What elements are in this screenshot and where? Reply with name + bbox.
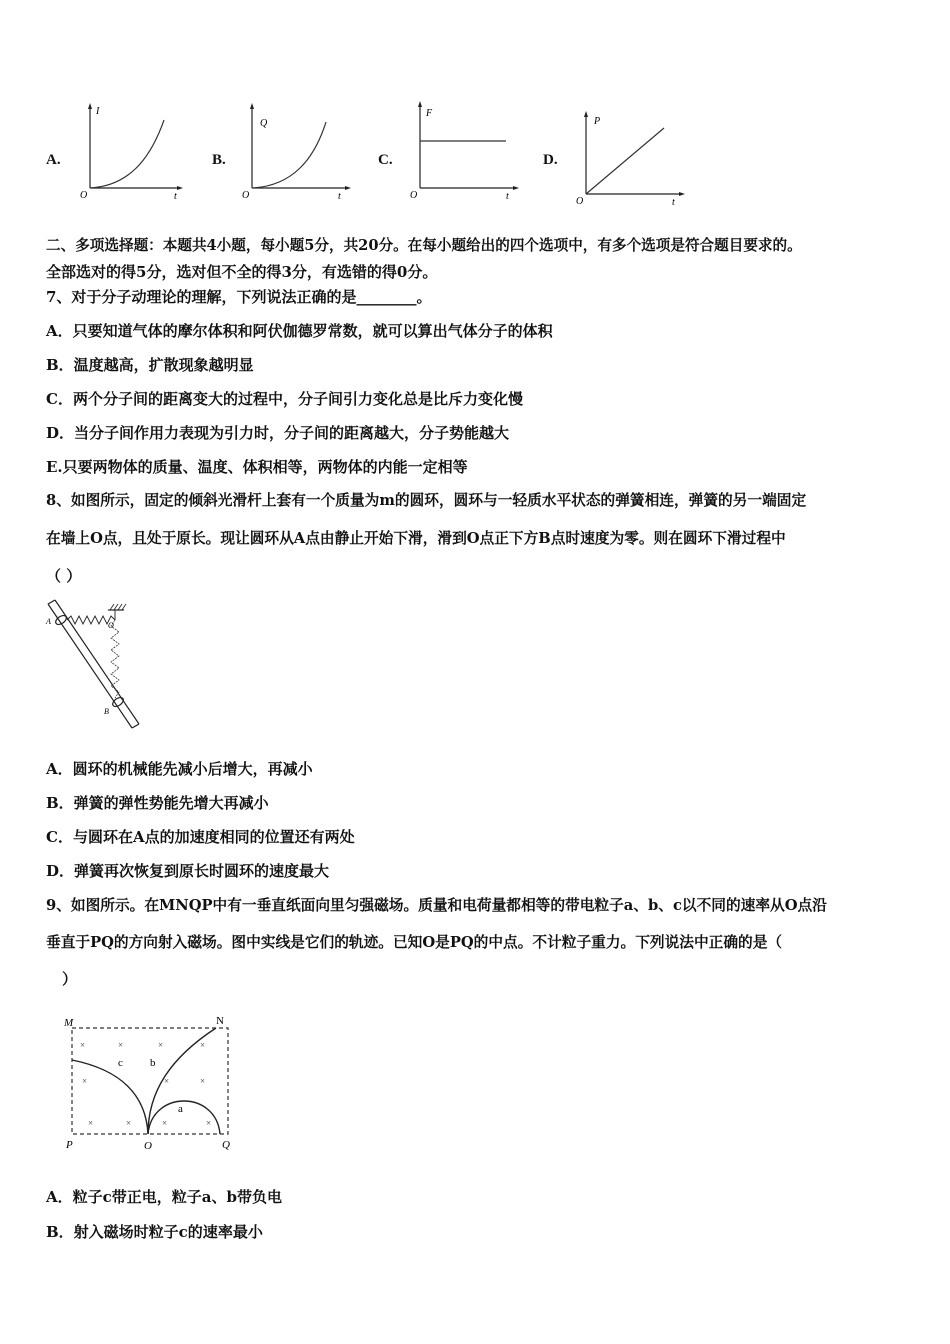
q9-figure (60, 1008, 240, 1153)
q9-label-c: c (118, 1057, 123, 1069)
q8-stem-line1: 8、如图所示，固定的倾斜光滑杆上套有一个质量为m的圆环，圆环与一轻质水平状态的弹簧相连，弹簧的另一端固定 (46, 492, 807, 509)
q8-figure (40, 598, 150, 738)
q8-option-b: B．弹簧的弹性势能先增大再减小 (46, 794, 269, 812)
field-cross-mark: × (80, 1040, 86, 1050)
graph-b-letter: B. (212, 152, 226, 168)
q7-option-e: E.只要两物体的质量、温度、体积相等，两物体的内能一定相等 (46, 458, 468, 476)
q9-label-q: Q (222, 1139, 230, 1151)
graph-a-ylabel: I (96, 106, 100, 117)
q8-stem-line3: （ ） (46, 567, 82, 585)
graph-d-ylabel: P (594, 116, 601, 127)
graph-a (78, 100, 188, 200)
q7-option-a: A．只要知道气体的摩尔体积和阿伏伽德罗常数，就可以算出气体分子的体积 (46, 322, 553, 340)
field-cross-mark: × (118, 1040, 124, 1050)
q7-stem: 7、对于分子动理论的理解，下列说法正确的是________。 (46, 288, 432, 306)
graph-c-xlabel: t (506, 191, 509, 200)
graph-b-xlabel: t (338, 191, 341, 200)
q9-stem-line1: 9、如图所示。在MNQP中有一垂直纸面向里匀强磁场。质量和电荷量都相等的带电粒子a、b、c以不同的速率从O点沿 (46, 897, 827, 914)
field-cross-mark: × (82, 1076, 88, 1086)
q8-option-c: C．与圆环在A点的加速度相同的位置还有两处 (46, 828, 355, 846)
q8-label-b: B (104, 707, 109, 716)
q8-option-a: A．圆环的机械能先减小后增大，再减小 (46, 760, 313, 778)
q9-option-a: A．粒子c带正电，粒子a、b带负电 (46, 1188, 282, 1206)
q7-option-d: D．当分子间作用力表现为引力时，分子间的距离越大，分子势能越大 (46, 424, 510, 442)
graph-a-origin: O (80, 190, 88, 200)
field-cross-mark: × (206, 1118, 212, 1128)
graph-c-letter: C. (378, 152, 393, 168)
q9-label-p: P (66, 1139, 73, 1151)
graph-c-ylabel: F (426, 108, 433, 119)
field-cross-mark: × (164, 1076, 170, 1086)
q8-stem-line2: 在墙上O点，且处于原长。现让圆环从A点由静止开始下滑，滑到O点正下方B点时速度为零。则在圆环下滑过程中 (46, 530, 786, 547)
q9-label-b: b (150, 1057, 156, 1069)
graph-b-origin: O (242, 190, 250, 200)
field-cross-mark: × (200, 1040, 206, 1050)
graph-a-xlabel: t (174, 191, 177, 200)
q9-stem-line3: ） (62, 970, 78, 988)
graph-d (574, 108, 689, 208)
field-cross-mark: × (126, 1118, 132, 1128)
q9-label-n: N (216, 1015, 224, 1027)
field-cross-mark: × (158, 1040, 164, 1050)
q9-label-o: O (144, 1140, 152, 1152)
q7-option-c: C．两个分子间的距离变大的过程中，分子间引力变化总是比斥力变化慢 (46, 390, 523, 408)
graph-c-origin: O (410, 190, 418, 200)
graph-d-letter: D. (543, 152, 558, 168)
section2-heading-line2: 全部选对的得5分，选对但不全的得3分，有选错的得0分。 (46, 263, 438, 281)
q8-label-a: A (46, 617, 51, 626)
graph-b-ylabel: Q (260, 118, 268, 129)
field-cross-mark: × (200, 1076, 206, 1086)
q9-option-b: B．射入磁场时粒子c的速率最小 (46, 1223, 263, 1241)
graph-d-origin: O (576, 196, 584, 207)
field-cross-mark: × (88, 1118, 94, 1128)
graph-a-letter: A. (46, 152, 61, 168)
q9-label-a: a (178, 1103, 183, 1115)
q7-option-b: B．温度越高，扩散现象越明显 (46, 356, 254, 374)
section2-heading-line1: 二、多项选择题：本题共4小题，每小题5分，共20分。在每小题给出的四个选项中，有多个选项是符合题目要求的。 (46, 237, 802, 254)
q9-stem-line2: 垂直于PQ的方向射入磁场。图中实线是它们的轨迹。已知O是PQ的中点。不计粒子重力。下列说法中正确的是（ (46, 934, 783, 951)
q8-label-o: O (108, 621, 114, 630)
graph-c (408, 100, 523, 200)
field-cross-mark: × (162, 1118, 168, 1128)
graph-b (240, 100, 355, 200)
q9-label-m: M (64, 1017, 74, 1029)
graph-d-xlabel: t (672, 197, 675, 208)
q8-option-d: D．弹簧再次恢复到原长时圆环的速度最大 (46, 862, 330, 880)
